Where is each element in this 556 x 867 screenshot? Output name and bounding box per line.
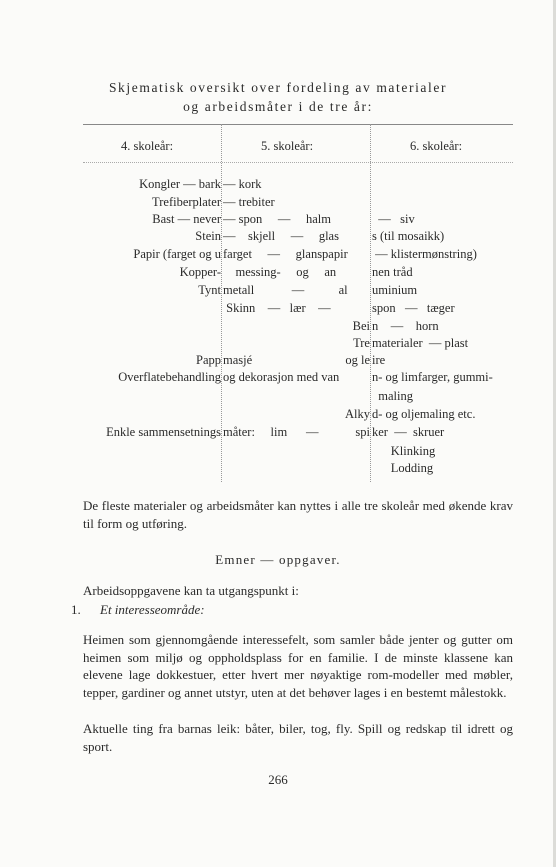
row-cell-grade-4: Kopper- <box>179 265 221 279</box>
table-title-line-2: og arbeidsmåter i de tre år: <box>183 99 373 114</box>
row-cell-grade-4: Papir (farget og u <box>133 247 221 261</box>
header-divider <box>83 162 513 163</box>
row-cell-grade-4: Trefiberplater <box>152 195 221 209</box>
table-top-rule <box>83 124 513 125</box>
row-cell-grade-5: masjé <box>223 353 253 367</box>
row-cell-grade-5: måter: lim — <box>223 425 319 439</box>
row-cell-grade-6: maling <box>372 389 413 403</box>
row-cell-grade-6: s (til mosaikk) <box>372 229 445 243</box>
row-cell-grade-4: Overflatebehandling <box>118 370 221 384</box>
row-cell-grade-5: — trebiter <box>223 195 275 209</box>
row-cell-grade-4: Kongler — bark <box>139 177 221 191</box>
row-cell-grade-6: ire <box>372 353 386 367</box>
section-heading: Emner — oppgaver. <box>215 552 341 567</box>
row-cell-grade-6: — siv <box>372 212 415 226</box>
body-paragraph-1: Heimen som gjennomgående interessefelt, som samler både jenter og gutter om heimen som miljø og oppholdsplass for en familie. I de minste klassene kan elevene lage dokkestuer, etter hvert mer nøyaktige rom-modeller med møbler, tepper, gardiner og annet utstyr, uten at det behøver lages i en bestemt målestokk. <box>83 632 513 700</box>
item-title: Et interesseområde: <box>100 602 205 617</box>
row-cell-grade-6: Klinking <box>372 444 436 458</box>
row-cell-grade-5: — kork <box>223 177 262 191</box>
row-cell-grade-5: messing- og an <box>223 265 337 279</box>
item-number: 1. <box>71 602 81 617</box>
row-cell-grade-5: farget — glanspapir <box>223 247 348 261</box>
row-cell-grade-6: n- og limfarger, gummi- <box>372 370 493 384</box>
row-cell-grade-5: — spon — halm <box>223 212 331 226</box>
row-cell-grade-6-lead: Tre <box>353 336 370 350</box>
row-cell-grade-6: materialer — plast <box>372 336 469 350</box>
row-cell-grade-5: og dekorasjon med van <box>223 370 340 384</box>
row-cell-grade-5: — skjell — glas <box>223 229 339 243</box>
summary-paragraph: De fleste materialer og arbeidsmåter kan nyttes i alle tre skoleår med økende krav til form og utføring. <box>83 498 513 531</box>
row-cell-grade-5: Skinn — lær — <box>223 301 334 315</box>
row-cell-grade-6: Lodding <box>372 461 434 475</box>
page-number: 266 <box>268 772 288 787</box>
row-cell-grade-6: n — horn <box>372 319 439 333</box>
row-cell-grade-6-lead: og le <box>345 353 370 367</box>
row-cell-grade-4: Tynt <box>198 283 221 297</box>
row-cell-grade-6: ker — skruer <box>372 425 445 439</box>
row-cell-grade-6: nen tråd <box>372 265 413 279</box>
row-cell-grade-4: Papp <box>196 353 221 367</box>
row-cell-grade-6-lead: Alky <box>345 407 370 421</box>
intro-text: Arbeidsoppgavene kan ta utgangspunkt i: <box>83 583 299 598</box>
row-cell-grade-4: Bast — never <box>152 212 221 226</box>
row-cell-grade-6: d- og oljemaling etc. <box>372 407 476 421</box>
header-grade-6: 6. skoleår: <box>410 139 463 153</box>
column-divider-2 <box>370 124 371 482</box>
column-divider-1 <box>221 124 222 482</box>
header-grade-5: 5. skoleår: <box>261 139 314 153</box>
row-cell-grade-6-lead: Bei <box>352 319 370 333</box>
row-cell-grade-6: — klistermønstring) <box>372 247 477 261</box>
row-cell-grade-6: uminium <box>372 283 418 297</box>
row-cell-grade-6: spon — tæger <box>372 301 455 315</box>
table-title-line-1: Skjematisk oversikt over fordeling av materialer <box>108 80 448 95</box>
row-cell-grade-4: Enkle sammensetnings <box>106 425 221 439</box>
header-grade-4: 4. skoleår: <box>121 139 174 153</box>
row-cell-grade-4: Stein <box>195 229 221 243</box>
row-cell-grade-6-lead: spi <box>355 425 370 439</box>
row-cell-grade-5: metall — al <box>223 283 348 297</box>
body-paragraph-2: Aktuelle ting fra barnas leik: båter, biler, tog, fly. Spill og redskap til idrett og sport. <box>83 721 513 754</box>
